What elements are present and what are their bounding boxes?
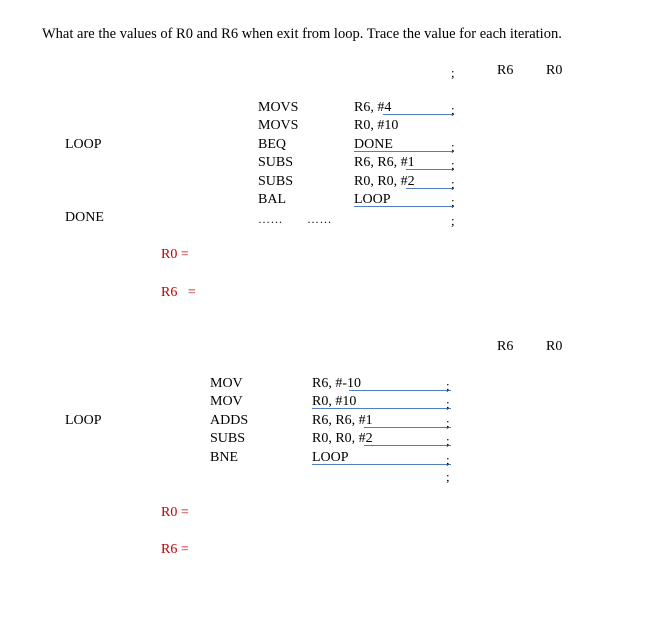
instruction-op: ADDS xyxy=(210,413,249,428)
instruction-op: BNE xyxy=(210,450,238,465)
instruction-op: MOVS xyxy=(258,118,299,133)
column-header-r0: R0 xyxy=(546,63,563,78)
trace-semicolon: ; xyxy=(451,139,455,154)
trace-line xyxy=(312,464,451,465)
answer-r0: R0 = xyxy=(161,505,189,520)
trace-line xyxy=(364,445,451,446)
label-loop: LOOP xyxy=(65,137,102,152)
instruction-args: R0, R0, #2 xyxy=(312,431,373,446)
instruction-args: R6, #-10 xyxy=(312,376,361,391)
column-header-r6: R6 xyxy=(497,63,514,78)
label-loop: LOOP xyxy=(65,413,102,428)
answer-r0: R0 = xyxy=(161,247,189,262)
trace-line xyxy=(383,114,454,115)
instruction-args: R6, R6, #1 xyxy=(312,413,373,428)
ellipsis-op: …… xyxy=(258,212,283,226)
instruction-args: R0, R0, #2 xyxy=(354,174,415,189)
instruction-op: MOV xyxy=(210,376,243,391)
trace-semicolon: ; xyxy=(446,433,450,448)
trace-semicolon: ; xyxy=(446,452,450,467)
instruction-args: LOOP xyxy=(354,192,391,207)
end-semicolon: ; xyxy=(451,213,455,228)
instruction-op: BEQ xyxy=(258,137,286,152)
trace-semicolon: ; xyxy=(451,194,455,209)
trace-line xyxy=(364,427,451,428)
header-semicolon: ; xyxy=(451,65,455,80)
instruction-op: SUBS xyxy=(258,155,294,170)
instruction-args: LOOP xyxy=(312,450,349,465)
column-header-r0: R0 xyxy=(546,339,563,354)
trace-semicolon: ; xyxy=(446,415,450,430)
ellipsis-args: …… xyxy=(307,212,332,226)
answer-r6: R6 = xyxy=(161,542,189,557)
trace-semicolon: ; xyxy=(446,378,450,393)
trace-line xyxy=(406,188,454,189)
trace-line xyxy=(349,390,451,391)
instruction-op: MOVS xyxy=(258,100,299,115)
instruction-op: MOV xyxy=(210,394,243,409)
trace-semicolon: ; xyxy=(451,176,455,191)
instruction-op: SUBS xyxy=(210,431,246,446)
instruction-args: R0, #10 xyxy=(354,118,399,133)
trace-semicolon: ; xyxy=(451,102,455,117)
label-done: DONE xyxy=(65,210,104,225)
instruction-op: BAL xyxy=(258,192,286,207)
trace-line xyxy=(312,408,451,409)
end-semicolon: ; xyxy=(446,469,450,484)
question-text: What are the values of R0 and R6 when exit from loop. Trace the value for each iteration. xyxy=(42,26,562,42)
column-header-r6: R6 xyxy=(497,339,514,354)
trace-semicolon: ; xyxy=(451,157,455,172)
instruction-args: R6, R6, #1 xyxy=(354,155,415,170)
trace-line xyxy=(354,206,454,207)
instruction-args: R0, #10 xyxy=(312,394,357,409)
instruction-args: R6, #4 xyxy=(354,100,392,115)
trace-line xyxy=(406,169,454,170)
trace-line xyxy=(354,151,454,152)
trace-semicolon: ; xyxy=(446,396,450,411)
instruction-args: DONE xyxy=(354,137,393,152)
instruction-op: SUBS xyxy=(258,174,294,189)
answer-r6: R6 = xyxy=(161,285,196,300)
